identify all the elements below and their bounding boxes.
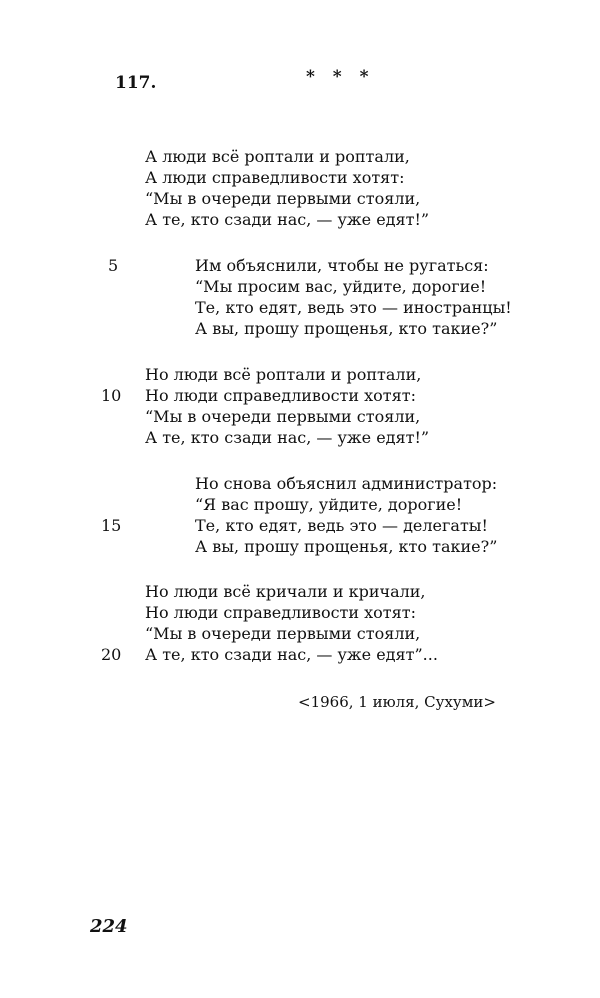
stanza-1	[145, 146, 429, 230]
verse-line: Но люди справедливости хотят:	[145, 386, 416, 405]
stanza-2	[195, 255, 512, 339]
page-number: 224	[90, 916, 128, 937]
verse-line: Но люди всё кричали и кричали,	[145, 582, 426, 601]
stanza-3	[145, 364, 429, 448]
line-number-10: 10	[101, 386, 122, 405]
line-number-20: 20	[101, 645, 122, 664]
verse-line: Те, кто едят, ведь это — иностранцы!	[195, 298, 512, 317]
poem-number: 117.	[115, 73, 157, 93]
stanza-5	[145, 581, 438, 665]
verse-line: Им объяснили, чтобы не ругаться:	[195, 256, 489, 275]
line-number-5: 5	[108, 256, 119, 275]
verse-line: “Я вас прошу, уйдите, дорогие!	[195, 495, 463, 514]
verse-line: Но снова объяснил администратор:	[195, 474, 498, 493]
verse-line: А те, кто сзади нас, — уже едят!”	[145, 428, 430, 447]
asterism-divider: * * *	[306, 67, 375, 87]
verse-line: Но люди всё роптали и роптали,	[145, 365, 422, 384]
verse-line: “Мы в очереди первыми стояли,	[145, 407, 421, 426]
verse-line: А те, кто сзади нас, — уже едят!”	[145, 210, 430, 229]
verse-line: Но люди справедливости хотят:	[145, 603, 416, 622]
verse-line: А вы, прошу прощенья, кто такие?”	[195, 319, 498, 338]
verse-line: А те, кто сзади нас, — уже едят”...	[145, 645, 438, 664]
dateline: <1966, 1 июля, Сухуми>	[298, 693, 496, 711]
stanza-4	[195, 473, 497, 557]
verse-line: А люди всё роптали и роптали,	[145, 147, 410, 166]
verse-line: А вы, прошу прощенья, кто такие?”	[195, 537, 498, 556]
verse-line: Те, кто едят, ведь это — делегаты!	[195, 516, 488, 535]
line-number-15: 15	[101, 516, 122, 535]
verse-line: “Мы просим вас, уйдите, дорогие!	[195, 277, 487, 296]
verse-line: “Мы в очереди первыми стояли,	[145, 624, 421, 643]
verse-line: “Мы в очереди первыми стояли,	[145, 189, 421, 208]
verse-line: А люди справедливости хотят:	[145, 168, 405, 187]
